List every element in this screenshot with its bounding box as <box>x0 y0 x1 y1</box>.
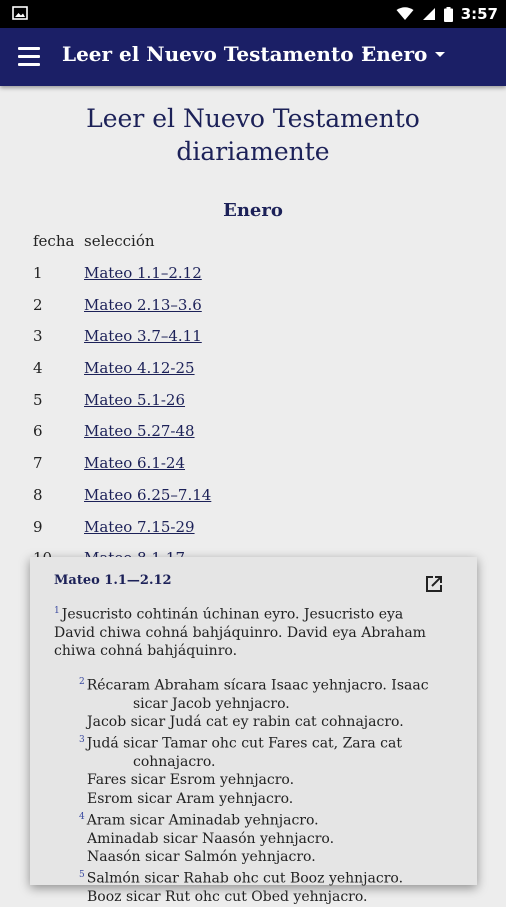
verse-line <box>79 808 444 830</box>
page-title <box>0 102 506 168</box>
column-header-date: fecha <box>33 232 75 250</box>
verse-text: Judá sicar Tamar ohc cut Fares cat, Zara cat <box>86 735 402 752</box>
verse-number: 1 <box>54 606 60 616</box>
reading-list <box>0 258 506 575</box>
reading-link[interactable]: Mateo 6.25–7.14 <box>84 485 212 504</box>
reading-day: 8 <box>33 485 43 504</box>
reading-link[interactable]: Mateo 5.27-48 <box>84 422 195 441</box>
month-heading: Enero <box>223 200 283 221</box>
table-row <box>0 353 506 385</box>
verse-text: Salmón sicar Rahab ohc cut Booz yehnjacro. <box>86 871 404 888</box>
verse-line <box>87 830 444 848</box>
menu-icon[interactable] <box>18 47 40 67</box>
verse-text: Jesucristo cohtinán úchinan eyro. Jesucristo eya David chiwa cohná bahjáquinro. David eya Abraham chiwa cohná bahjáquinro. <box>54 606 426 660</box>
reading-day: 3 <box>33 327 43 346</box>
page-title-line1: Leer el Nuevo Testamento <box>86 104 420 133</box>
chevron-down-icon <box>435 52 445 57</box>
table-row <box>0 385 506 417</box>
wifi-icon <box>396 7 414 21</box>
reading-day: 2 <box>33 295 43 314</box>
verse-line <box>87 695 444 713</box>
table-row <box>0 258 506 290</box>
reading-link[interactable]: Mateo 6.1-24 <box>84 454 186 473</box>
reading-link[interactable]: Mateo 3.7–4.11 <box>84 327 202 346</box>
verse-text: sicar Jacob yehnjacro. <box>133 695 290 712</box>
table-row <box>0 321 506 353</box>
reading-link[interactable]: Mateo 2.13–3.6 <box>84 295 202 314</box>
column-header-selection: selección <box>84 232 155 250</box>
reading-day: 9 <box>33 517 43 536</box>
verse-line <box>87 771 444 789</box>
clock: 3:57 <box>460 5 498 23</box>
verse-text: Aminadab sicar Naasón yehnjacro. <box>87 830 335 847</box>
verse-number: 5 <box>79 870 85 881</box>
reading-day: 1 <box>33 264 43 282</box>
verse-number: 4 <box>79 811 85 822</box>
table-row <box>0 512 506 544</box>
verse-text: Esrom sicar Aram yehnjacro. <box>87 790 294 807</box>
table-row <box>0 448 506 480</box>
verse-line <box>87 753 444 771</box>
reading-link[interactable]: Mateo 7.15-29 <box>84 517 195 536</box>
verse-number: 3 <box>79 735 85 746</box>
table-row <box>0 416 506 448</box>
verse-line <box>79 866 444 888</box>
popup-title: Mateo 1.1—2.12 <box>54 573 172 588</box>
reading-day: 4 <box>33 359 43 378</box>
page-title-line2: diariamente <box>176 137 330 166</box>
popup-body <box>54 602 444 907</box>
reading-day: 6 <box>33 422 43 441</box>
gallery-notification-icon <box>12 6 28 20</box>
table-row <box>0 480 506 512</box>
signal-icon <box>422 7 436 21</box>
month-selector-dropdown[interactable] <box>361 42 445 66</box>
verse-text: Booz sicar Rut ohc cut Obed yehnjacro. <box>87 889 368 906</box>
verse-poem-block <box>79 673 444 907</box>
verse-text: Jacob sicar Judá cat ey rabin cat cohnajacro. <box>87 713 404 730</box>
verse-text: Récaram Abraham sícara Isaac yehnjacro. Isaac <box>86 677 429 694</box>
month-selector-label: Enero <box>361 42 428 66</box>
reading-link[interactable]: Mateo 4.12-25 <box>84 359 195 378</box>
verse-number: 2 <box>79 676 85 687</box>
reading-day: 7 <box>33 454 43 473</box>
verse-line <box>87 790 444 808</box>
verse-text: Aram sicar Aminadab yehnjacro. <box>86 812 319 829</box>
verse-paragraph <box>54 602 444 661</box>
verse-line <box>87 848 444 866</box>
passage-preview-popup <box>30 557 477 906</box>
verse-line <box>87 888 444 906</box>
open-in-new-icon[interactable] <box>423 573 445 595</box>
verse-line <box>79 673 444 695</box>
reading-link[interactable]: Mateo 5.1-26 <box>84 390 186 409</box>
plan-selector-dropdown[interactable] <box>62 42 372 66</box>
app-bar <box>0 28 506 86</box>
status-bar <box>0 0 506 28</box>
reading-link[interactable]: Mateo 1.1–2.12 <box>84 264 202 282</box>
verse-line <box>87 713 444 731</box>
battery-icon <box>444 7 453 22</box>
verse-text: Fares sicar Esrom yehnjacro. <box>87 772 295 789</box>
plan-selector-label: Leer el Nuevo Testamento <box>62 42 354 66</box>
verse-line <box>79 731 444 753</box>
verse-text: Naasón sicar Salmón yehnjacro. <box>87 849 316 866</box>
verse-text: cohnajacro. <box>133 754 216 771</box>
reading-day: 5 <box>33 390 43 409</box>
table-row <box>0 290 506 322</box>
